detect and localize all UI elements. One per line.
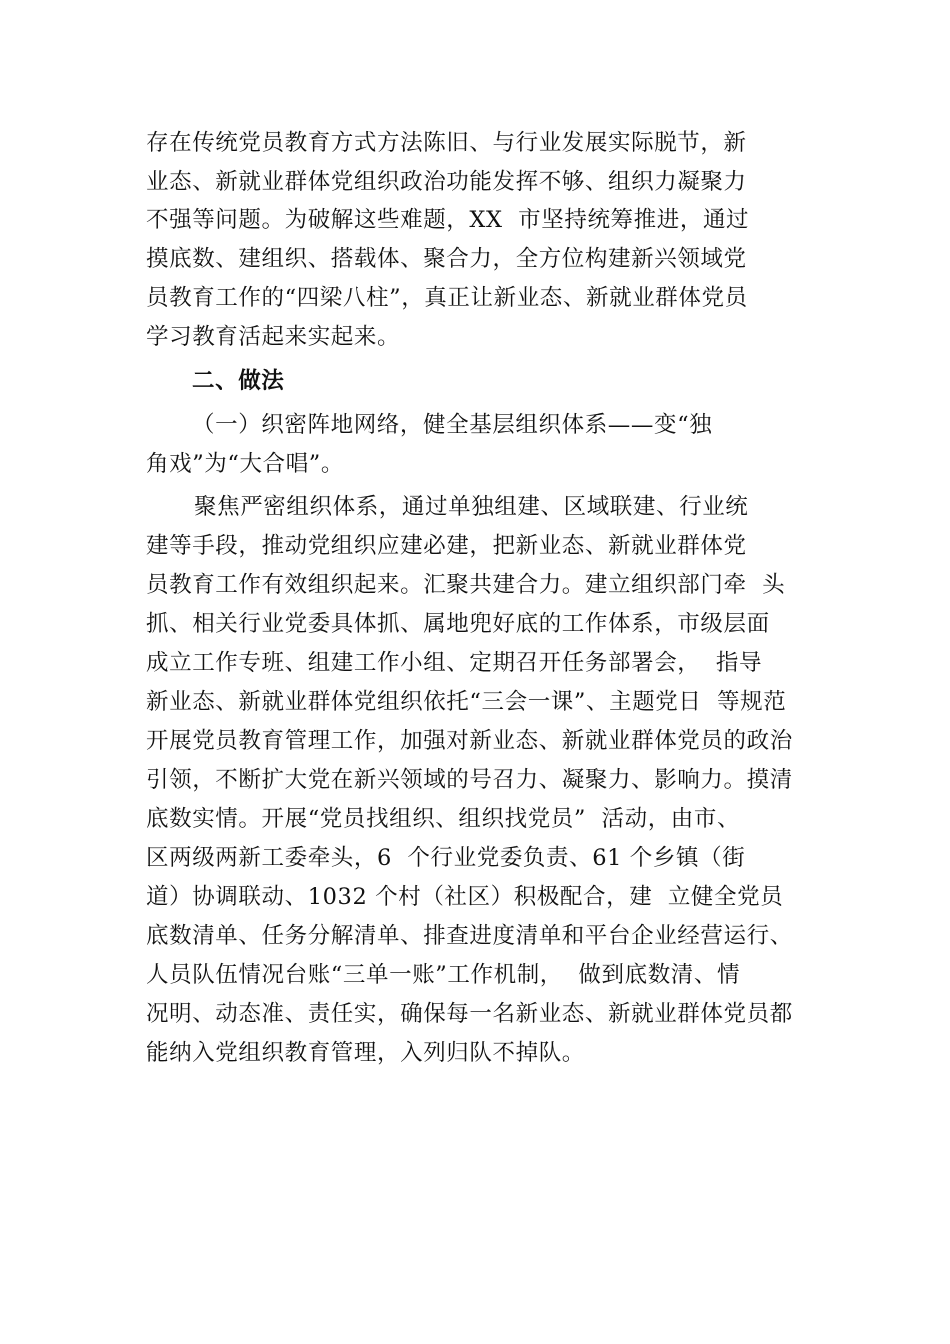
paragraph-line: 不强等问题。为破解这些难题，XX 市坚持统筹推进，通过 [146,207,750,233]
paragraph-line: 新业态、新就业群体党组织依托“三会一课”、主题党日 等规范 [146,689,787,715]
subheading-line: 角戏”为“大合唱”。 [146,451,345,477]
paragraph-line: 底数清单、任务分解清单、排查进度清单和平台企业经营运行、 [146,923,793,949]
paragraph-line: 开展党员教育管理工作，加强对新业态、新就业群体党员的政治 [146,728,793,754]
paragraph-line: 区两级两新工委牵头，6 个行业党委负责、61 个乡镇（街 [146,845,746,871]
paragraph-line: 学习教育活起来实起来。 [146,324,401,350]
paragraph-line: 况明、动态准、责任实，确保每一名新业态、新就业群体党员都 [146,1001,793,1027]
paragraph-line: 存在传统党员教育方式方法陈旧、与行业发展实际脱节，新 [146,130,747,156]
subheading-line: （一）织密阵地网络，健全基层组织体系——变“独 [192,412,713,438]
paragraph-line: 员教育工作的“四梁八柱”，真正让新业态、新就业群体党员 [146,285,748,311]
paragraph-line: 建等手段，推动党组织应建必建，把新业态、新就业群体党 [146,533,747,559]
paragraph-line: 抓、相关行业党委具体抓、属地兜好底的工作体系，市级层面 [146,611,770,637]
paragraph-line: 员教育工作有效组织起来。汇聚共建合力。建立组织部门牵 头 [146,572,786,598]
paragraph-line: 能纳入党组织教育管理，入列归队不掉队。 [146,1040,585,1066]
paragraph-line: 底数实情。开展“党员找组织、组织找党员” 活动，由市、 [146,806,741,832]
paragraph-line: 业态、新就业群体党组织政治功能发挥不够、组织力凝聚力 [146,169,747,195]
paragraph-line: 摸底数、建组织、搭载体、聚合力，全方位构建新兴领域党 [146,246,747,272]
paragraph-line: 人员队伍情况台账“三单一账”工作机制， 做到底数清、情 [146,962,741,988]
section-heading: 二、做法 [192,368,285,394]
paragraph-line: 道）协调联动、1032 个村（社区）积极配合，建 立健全党员 [146,884,784,910]
paragraph-line: 成立工作专班、组建工作小组、定期召开任务部署会， 指导 [146,650,763,676]
paragraph-line: 聚焦严密组织体系，通过单独组建、区域联建、行业统 [194,494,749,520]
paragraph-line: 引领，不断扩大党在新兴领域的号召力、凝聚力、影响力。摸清 [146,767,793,793]
